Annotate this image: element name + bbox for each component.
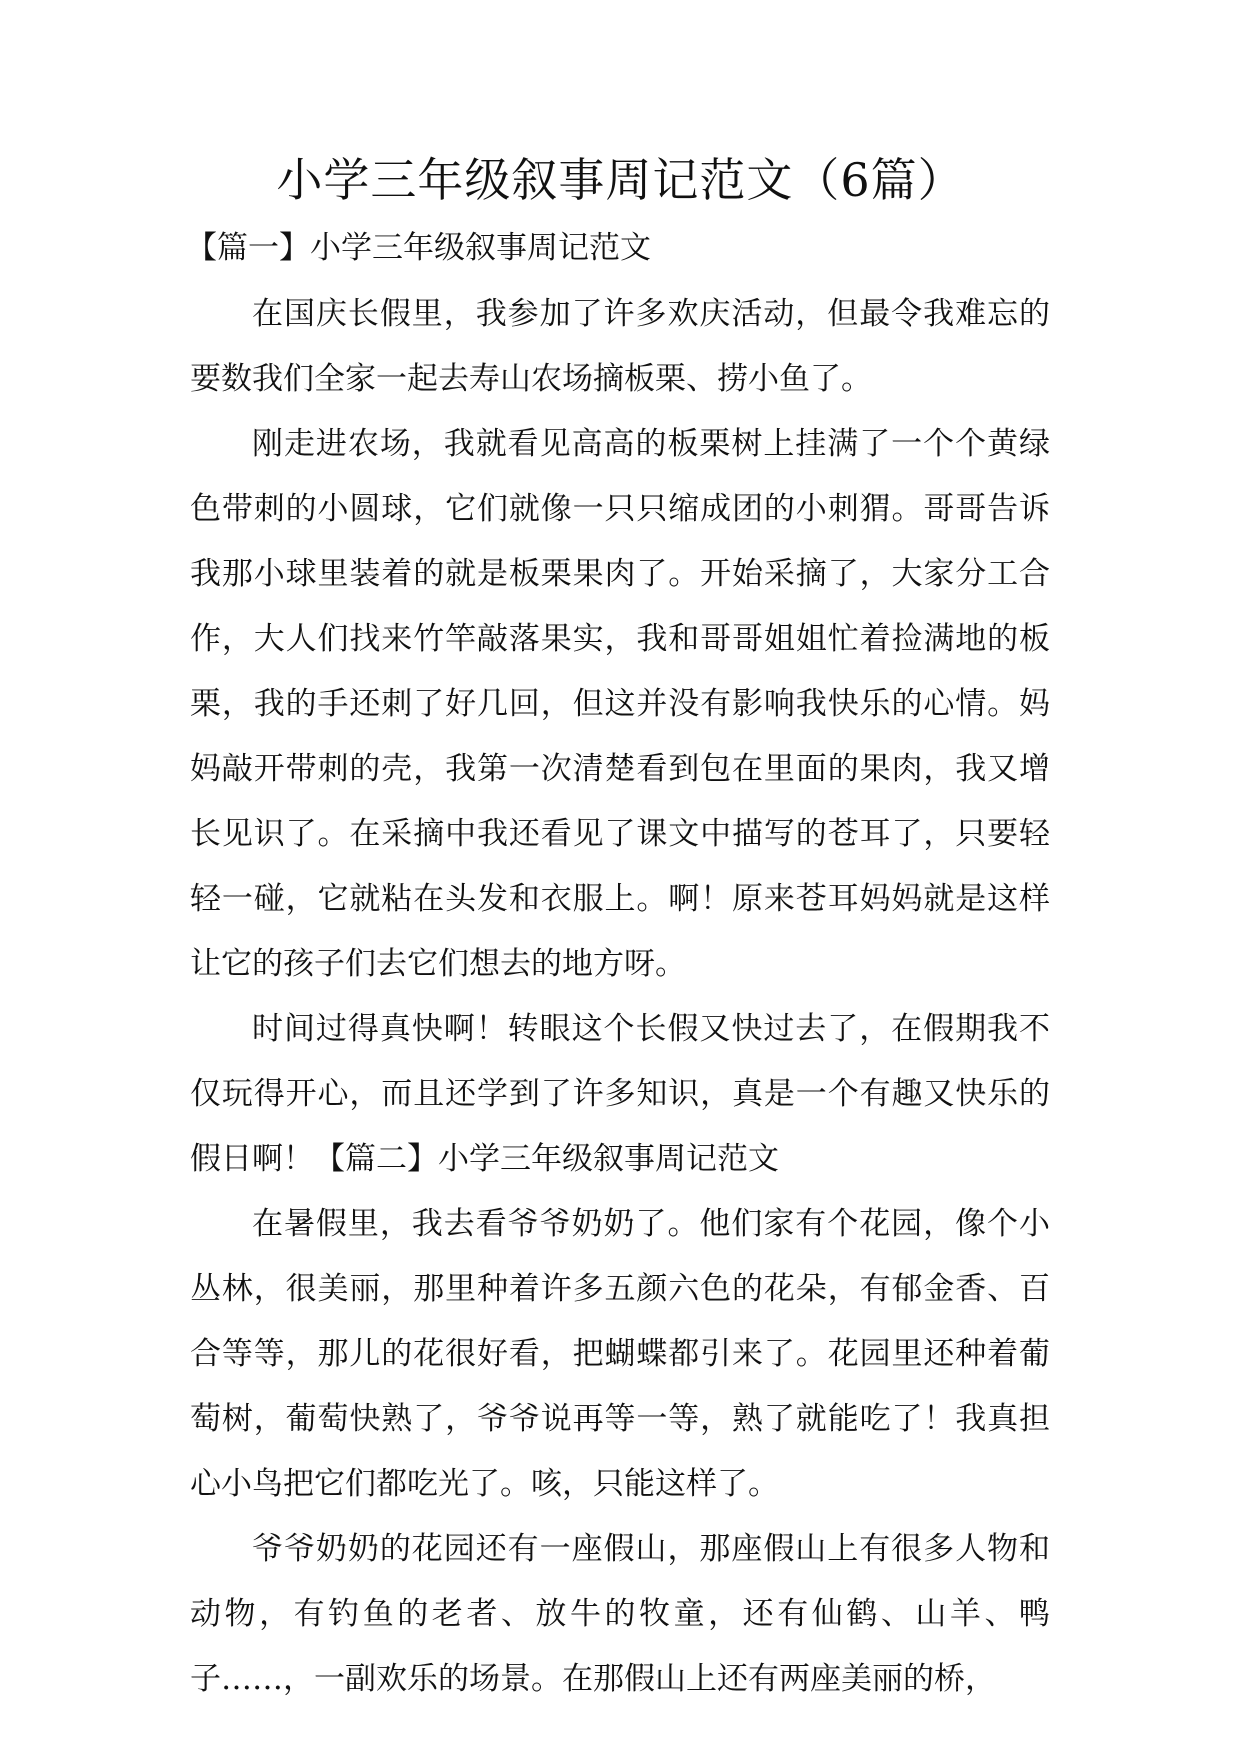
document-body (190, 282, 1050, 1712)
paragraph: 爷爷奶奶的花园还有一座假山，那座假山上有很多人物和动物，有钓鱼的老者、放牛的牧童，还有仙鹤、山羊、鸭子……，一副欢乐的场景。在那假山上还有两座美丽的桥， (190, 1531, 1050, 1697)
document-title: 小学三年级叙事周记范文（6篇） (276, 153, 965, 207)
paragraph: 刚走进农场，我就看见高高的板栗树上挂满了一个个黄绿色带刺的小圆球，它们就像一只只缩成团的小刺猬。哥哥告诉我那小球里装着的就是板栗果肉了。开始采摘了，大家分工合作，大人们找来竹竿敲落果实，我和哥哥姐姐忙着捡满地的板栗，我的手还刺了好几回，但这并没有影响我快乐的心情。妈妈敲开带刺的壳，我第一次清楚看到包在里面的果肉，我又增长见识了。在采摘中我还看见了课文中描写的苍耳了，只要轻轻一碰，它就粘在头发和衣服上。啊！原来苍耳妈妈就是这样让它的孩子们去它们想去的地方呀。 (190, 426, 1050, 982)
section-heading: 【篇一】小学三年级叙事周记范文 (186, 230, 651, 266)
paragraph: 在暑假里，我去看爷爷奶奶了。他们家有个花园，像个小丛林，很美丽，那里种着许多五颜六色的花朵，有郁金香、百合等等，那儿的花很好看，把蝴蝶都引来了。花园里还种着葡萄树，葡萄快熟了，爷爷说再等一等，熟了就能吃了！我真担心小鸟把它们都吃光了。咳，只能这样了。 (190, 1206, 1050, 1502)
paragraph: 在国庆长假里，我参加了许多欢庆活动，但最令我难忘的要数我们全家一起去寿山农场摘板栗、捞小鱼了。 (190, 296, 1050, 397)
paragraph: 时间过得真快啊！转眼这个长假又快过去了，在假期我不仅玩得开心，而且还学到了许多知识，真是一个有趣又快乐的假日啊！【篇二】小学三年级叙事周记范文 (190, 1011, 1050, 1177)
